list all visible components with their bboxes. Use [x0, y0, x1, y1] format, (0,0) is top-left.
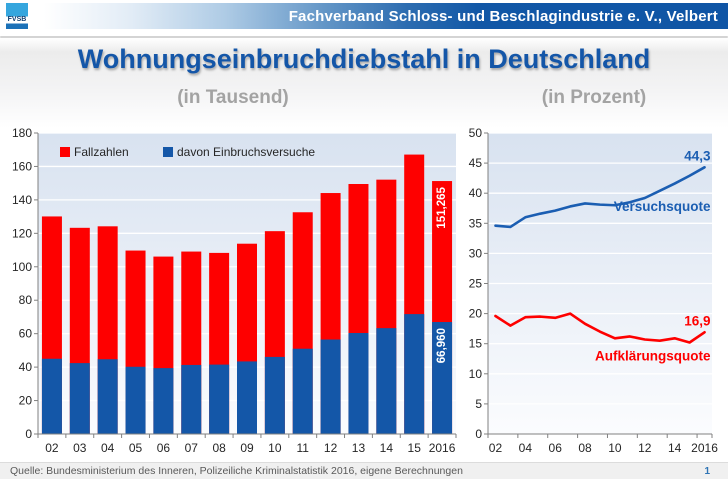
fvsb-logo-icon: [6, 3, 28, 29]
bar-part: [126, 367, 146, 434]
page-number: 1: [704, 465, 710, 477]
header-bar: [0, 3, 728, 29]
svg-text:45: 45: [468, 156, 482, 171]
svg-text:08: 08: [578, 441, 592, 455]
svg-text:20: 20: [18, 393, 32, 408]
bar-part: [181, 365, 201, 434]
svg-text:14: 14: [667, 441, 682, 455]
line-chart-prozent: [458, 122, 728, 475]
svg-text:02: 02: [45, 441, 59, 455]
bar-part: [70, 363, 90, 434]
page-title: Wohnungseinbruchdiebstahl in Deutschland: [77, 44, 651, 74]
svg-text:180: 180: [11, 126, 32, 140]
x-ticks: [488, 434, 712, 438]
bar-part: [321, 340, 341, 434]
svg-text:25: 25: [468, 276, 482, 291]
bar-part: [376, 328, 396, 434]
svg-text:2016: 2016: [428, 441, 456, 455]
subtitle-left: (in Tausend): [177, 87, 289, 108]
svg-text:02: 02: [488, 441, 503, 455]
svg-text:151,265: 151,265: [436, 187, 449, 229]
bar-part: [404, 314, 424, 434]
bar-part: [348, 333, 368, 434]
bar-part: [42, 359, 62, 434]
svg-text:07: 07: [184, 441, 198, 455]
svg-text:20: 20: [468, 306, 482, 321]
x-labels: [45, 441, 455, 455]
svg-text:120: 120: [11, 226, 32, 241]
svg-text:davon Einbruchsversuche: davon Einbruchsversuche: [177, 145, 316, 159]
bar-part: [293, 349, 313, 434]
x-labels: [489, 441, 718, 455]
bar-part: [98, 359, 118, 434]
svg-text:12: 12: [323, 441, 338, 455]
svg-text:Aufklärungsquote: Aufklärungsquote: [595, 348, 711, 364]
svg-text:50: 50: [468, 126, 482, 140]
svg-text:160: 160: [11, 159, 32, 174]
svg-text:03: 03: [73, 441, 87, 455]
bar-chart-svg: [8, 122, 464, 470]
svg-text:09: 09: [240, 441, 254, 455]
svg-text:15: 15: [407, 441, 421, 455]
bar-part: [153, 368, 173, 434]
svg-text:Fallzahlen: Fallzahlen: [74, 145, 129, 159]
svg-text:10: 10: [268, 441, 282, 455]
bar-chart-tausend: [8, 122, 464, 475]
svg-text:140: 140: [11, 192, 32, 207]
svg-text:08: 08: [212, 441, 226, 455]
svg-text:2016: 2016: [691, 441, 718, 455]
svg-text:12: 12: [638, 441, 652, 455]
svg-text:05: 05: [128, 441, 143, 455]
y-axis: [469, 126, 488, 441]
subtitle-right: (in Prozent): [541, 87, 647, 108]
svg-text:40: 40: [18, 360, 32, 375]
line-chart-svg: [458, 122, 728, 470]
svg-text:60: 60: [18, 326, 32, 341]
svg-text:04: 04: [100, 441, 115, 455]
y-axis: [12, 126, 38, 441]
svg-text:14: 14: [379, 441, 394, 455]
source-text: Quelle: Bundesministerium des Inneren, Polizeiliche Kriminalstatistik 2016, eigene Berechnungen: [10, 465, 463, 477]
bar-part: [265, 357, 285, 434]
svg-text:80: 80: [18, 293, 32, 308]
svg-text:100: 100: [11, 259, 32, 274]
svg-text:5: 5: [475, 396, 482, 411]
svg-text:13: 13: [351, 441, 366, 455]
svg-text:40: 40: [468, 186, 482, 201]
divider-line: [0, 36, 728, 38]
svg-text:06: 06: [548, 441, 562, 455]
svg-text:04: 04: [518, 441, 533, 455]
svg-text:0: 0: [475, 427, 482, 441]
svg-text:11: 11: [296, 441, 309, 455]
svg-text:15: 15: [468, 336, 482, 351]
svg-text:10: 10: [468, 366, 482, 381]
svg-text:16,9: 16,9: [684, 313, 711, 329]
svg-text:06: 06: [156, 441, 171, 455]
svg-text:66,960: 66,960: [436, 328, 449, 364]
svg-text:10: 10: [608, 441, 622, 455]
svg-text:35: 35: [468, 216, 482, 231]
svg-text:0: 0: [25, 427, 32, 441]
legend: [60, 145, 315, 159]
footer-bar: [0, 462, 728, 479]
bar-part: [237, 361, 257, 434]
bar-part: [209, 365, 229, 434]
svg-text:30: 30: [468, 246, 482, 261]
svg-text:Versuchsquote: Versuchsquote: [613, 198, 711, 214]
svg-text:44,3: 44,3: [684, 148, 711, 164]
fvsb-logo-text: FVSB: [7, 16, 27, 24]
org-title: Fachverband Schloss- und Beschlagindustrie e. V., Velbert: [288, 7, 718, 25]
x-ticks: [38, 434, 456, 438]
